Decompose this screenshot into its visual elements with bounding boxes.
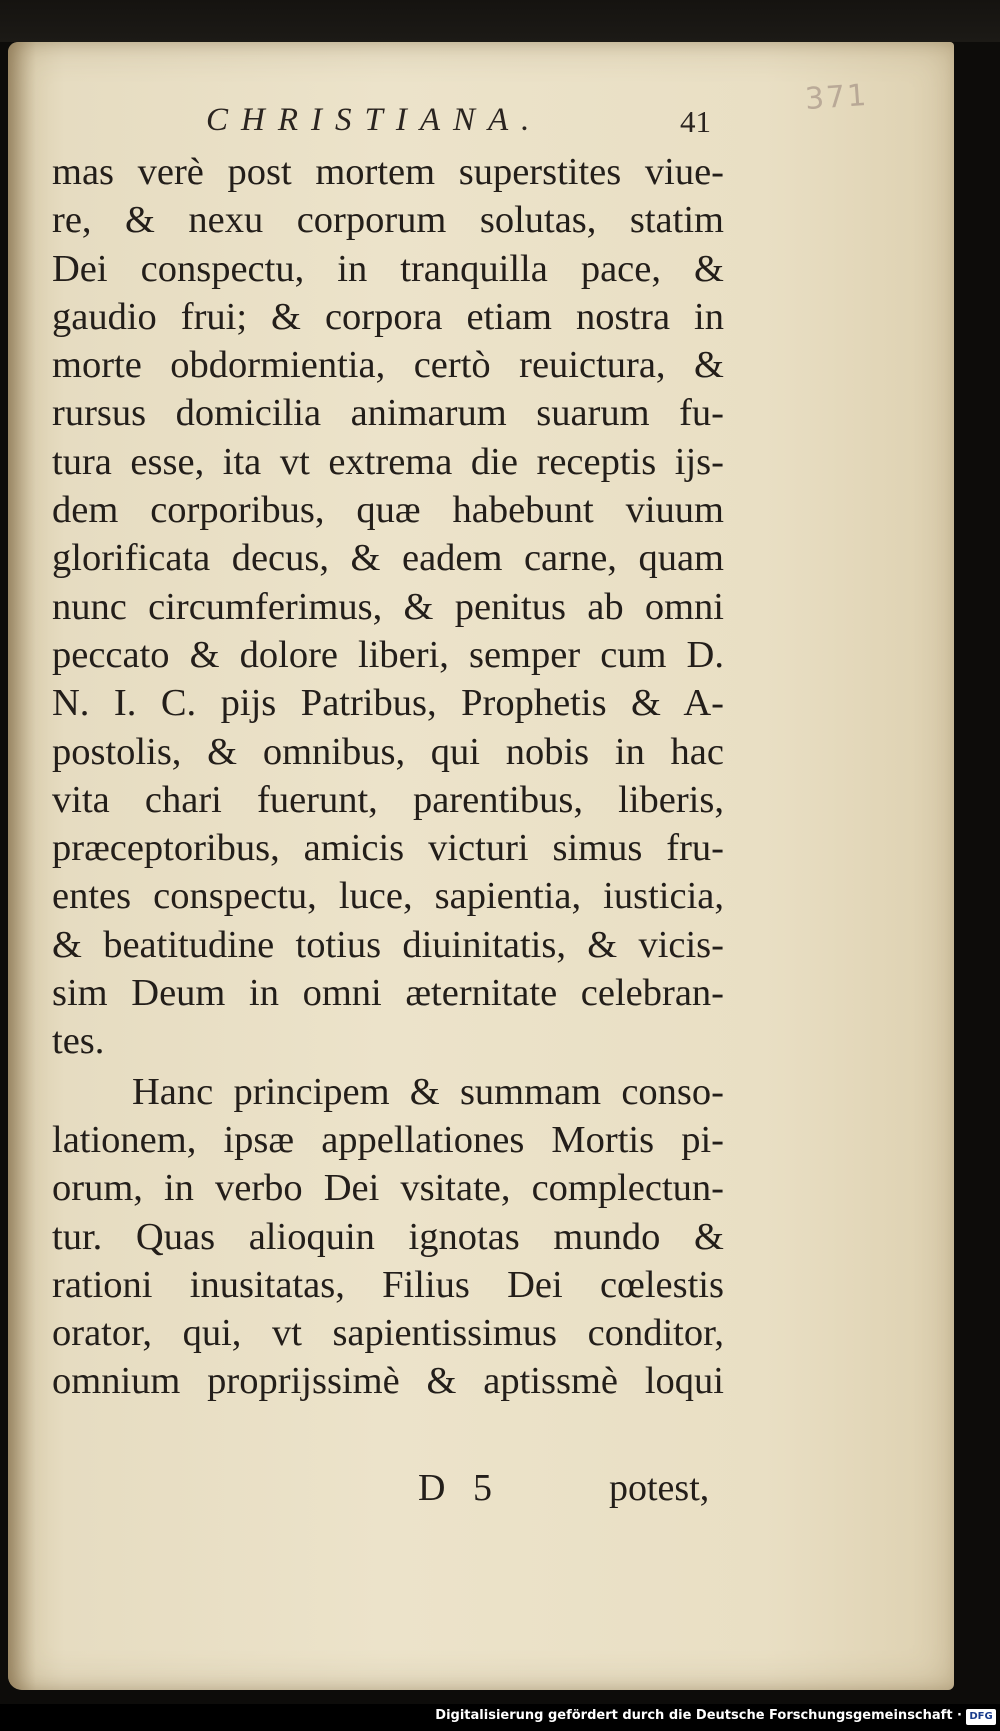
text-line: dem corporibus, quæ habebunt viuum [52, 489, 724, 532]
text-line: vita chari fuerunt, parentibus, liberis, [52, 778, 724, 821]
text-line: orum, in verbo Dei vsitate, complectun- [52, 1167, 724, 1210]
text-line: peccato & dolore liberi, semper cum D. [52, 633, 724, 676]
text-line: & beatitudine totius diuinitatis, & vicis- [52, 923, 724, 966]
text-line: gaudio frui; & corpora etiam nostra in [52, 295, 724, 338]
text-line: entes conspectu, luce, sapientia, iusticia, [52, 875, 724, 918]
digitization-credit: Digitalisierung gefördert durch die Deutsche Forschungsgemeinschaft · [435, 1708, 962, 1723]
running-head: CHRISTIANA. [206, 102, 543, 138]
text-block [52, 148, 724, 1406]
catchword: potest, [609, 1467, 710, 1509]
text-line: morte obdormientia, certò reuictura, & [52, 344, 724, 387]
pencil-page-number: 371 [803, 77, 870, 118]
text-line: Hanc principem & summam conso- [132, 1070, 724, 1113]
text-line: mas verè post mortem superstites viue- [52, 151, 724, 193]
digitization-footer [0, 1704, 1000, 1731]
text-line: re, & nexu corporum solutas, statim [52, 199, 724, 242]
paragraph-1 [52, 148, 724, 1066]
text-line: rationi inusitatas, Filius Dei cœlestis [52, 1263, 724, 1306]
text-line: glorificata decus, & eadem carne, quam [52, 537, 724, 580]
paragraph-2 [52, 1068, 724, 1406]
text-line: rursus domicilia animarum suarum fu- [52, 392, 724, 435]
text-line: sim Deum in omni æternitate celebran- [52, 972, 724, 1015]
text-line: præceptoribus, amicis victuri simus fru- [52, 827, 724, 870]
scan-background-top [0, 0, 1000, 42]
text-line: Dei conspectu, in tranquilla pace, & [52, 247, 724, 290]
dfg-logo-icon: DFG [966, 1709, 996, 1725]
book-page [8, 42, 954, 1690]
text-line: lationem, ipsæ appellationes Mortis pi- [52, 1118, 724, 1161]
text-line: orator, qui, vt sapientissimus conditor, [52, 1312, 724, 1355]
text-line: tura esse, ita vt extrema die receptis ijs- [52, 440, 724, 483]
text-line: omnium proprijssimè & aptissmè loqui [52, 1360, 724, 1403]
text-line: postolis, & omnibus, qui nobis in hac [52, 730, 724, 773]
folio-number: 41 [680, 104, 711, 139]
signature-mark: D 5 [418, 1467, 492, 1509]
text-line: tes. [52, 1020, 105, 1063]
text-line: N. I. C. pijs Patribus, Prophetis & A- [52, 682, 724, 725]
text-line: nunc circumferimus, & penitus ab omni [52, 585, 724, 628]
text-line: tur. Quas alioquin ignotas mundo & [52, 1215, 724, 1258]
